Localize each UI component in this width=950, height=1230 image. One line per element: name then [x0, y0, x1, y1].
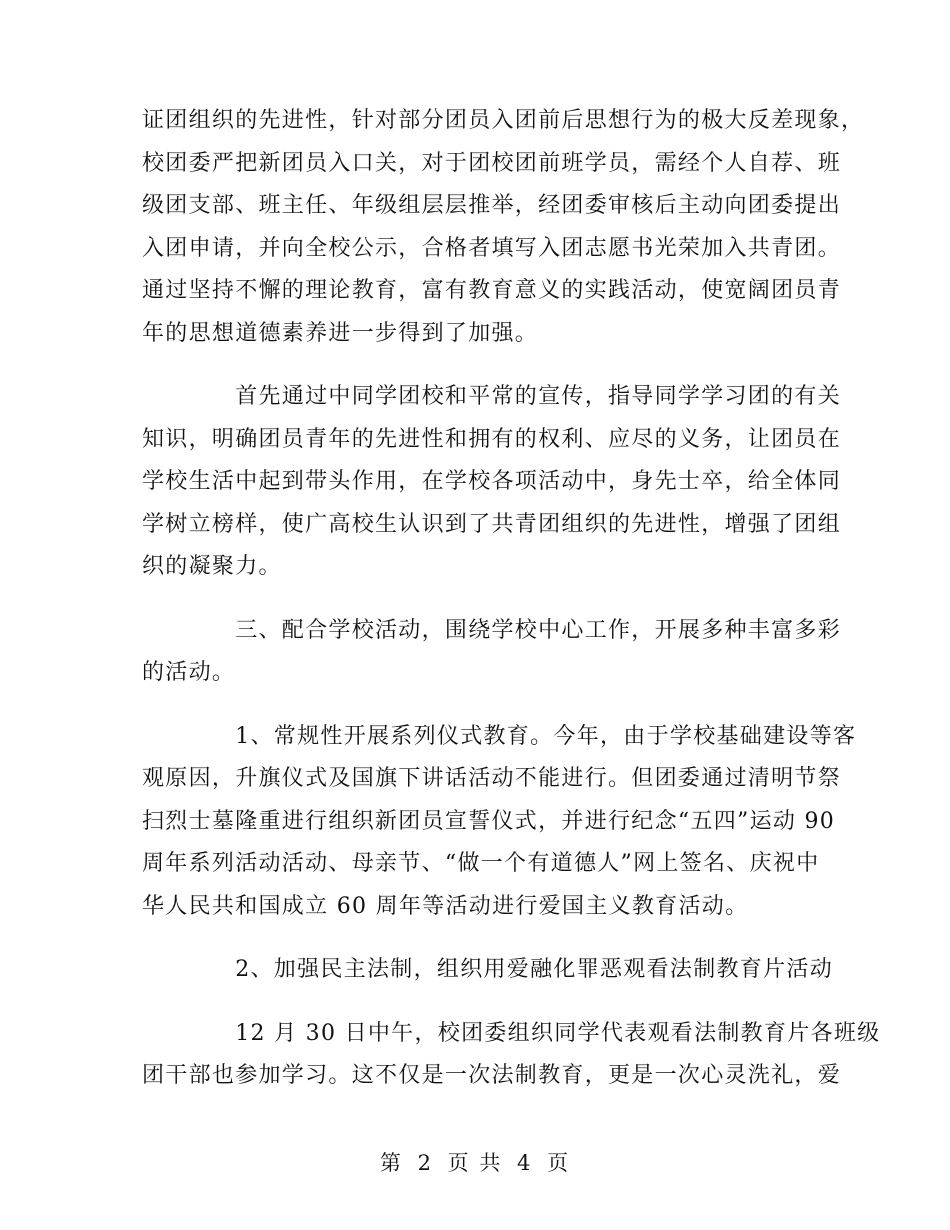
text-line: 的活动。 — [142, 660, 236, 685]
text-line: 年的思想道德素养进一步得到了加强。 — [142, 320, 539, 346]
text-line: 织的凝聚力。 — [142, 554, 282, 579]
paragraph-item-2-body — [142, 1013, 881, 1098]
text-line: 证团组织的先进性，针对部分团员入团前后思想行为的极大反差现象， — [142, 108, 865, 133]
paragraph-1 — [142, 100, 865, 355]
footer-prefix: 第 — [379, 1151, 403, 1175]
text-line: 学树立榜样，使广高校生认识到了共青团组织的先进性，增强了团组 — [142, 511, 842, 537]
total-page-count: 4 — [517, 1151, 533, 1175]
text-line: 扫烈士墓隆重进行组织新团员宣誓仪式，并进行纪念“五四”运动 90 — [142, 808, 836, 834]
text-line: 学校生活中起到带头作用，在学校各项活动中，身先士卒，给全体同 — [142, 469, 842, 494]
footer-middle: 页 共 — [447, 1151, 503, 1175]
text-line: 2、加强民主法制，组织用爱融化罪恶观看法制教育片活动 — [142, 957, 833, 982]
text-line: 1、常规性开展系列仪式教育。今年，由于学校基础建设等客 — [142, 723, 857, 749]
text-line: 入团申请，并向全校公示，合格者填写入团志愿书光荣加入共青团。 — [142, 235, 842, 261]
text-line: 周年系列活动活动、母亲节、“做一个有道德人”网上签名、庆祝中 — [142, 851, 820, 876]
text-line: 观原因，升旗仪式及国旗下讲话活动不能进行。但团委通过清明节祭 — [142, 766, 842, 791]
text-line: 首先通过中同学团校和平常的宣传，指导同学学习团的有关 — [142, 384, 842, 409]
text-line: 12 月 30 日中午，校团委组织同学代表观看法制教育片各班级 — [142, 1020, 881, 1046]
text-line: 团干部也参加学习。这不仅是一次法制教育，更是一次心灵洗礼，爱 — [142, 1063, 842, 1088]
current-page-number: 2 — [417, 1151, 433, 1175]
footer-suffix: 页 — [547, 1151, 571, 1175]
page-number-footer — [0, 1148, 950, 1178]
text-line: 级团支部、班主任、年级组层层推举，经团委审核后主动向团委提出 — [142, 193, 842, 218]
section-heading-3 — [142, 610, 842, 695]
text-line: 校团委严把新团员入口关，对于团校团前班学员，需经个人自荐、班 — [142, 150, 842, 176]
text-line: 知识，明确团员青年的先进性和拥有的权利、应尽的义务，让团员在 — [142, 426, 842, 452]
document-body — [142, 100, 881, 1098]
paragraph-item-1 — [142, 716, 857, 929]
paragraph-item-2 — [142, 949, 833, 992]
text-line: 通过坚持不懈的理论教育，富有教育意义的实践活动，使宽阔团员青 — [142, 278, 842, 303]
text-line: 三、配合学校活动，围绕学校中心工作，开展多种丰富多彩 — [142, 617, 842, 643]
text-line: 华人民共和国成立 60 周年等活动进行爱国主义教育活动。 — [142, 893, 749, 919]
paragraph-2 — [142, 376, 842, 589]
